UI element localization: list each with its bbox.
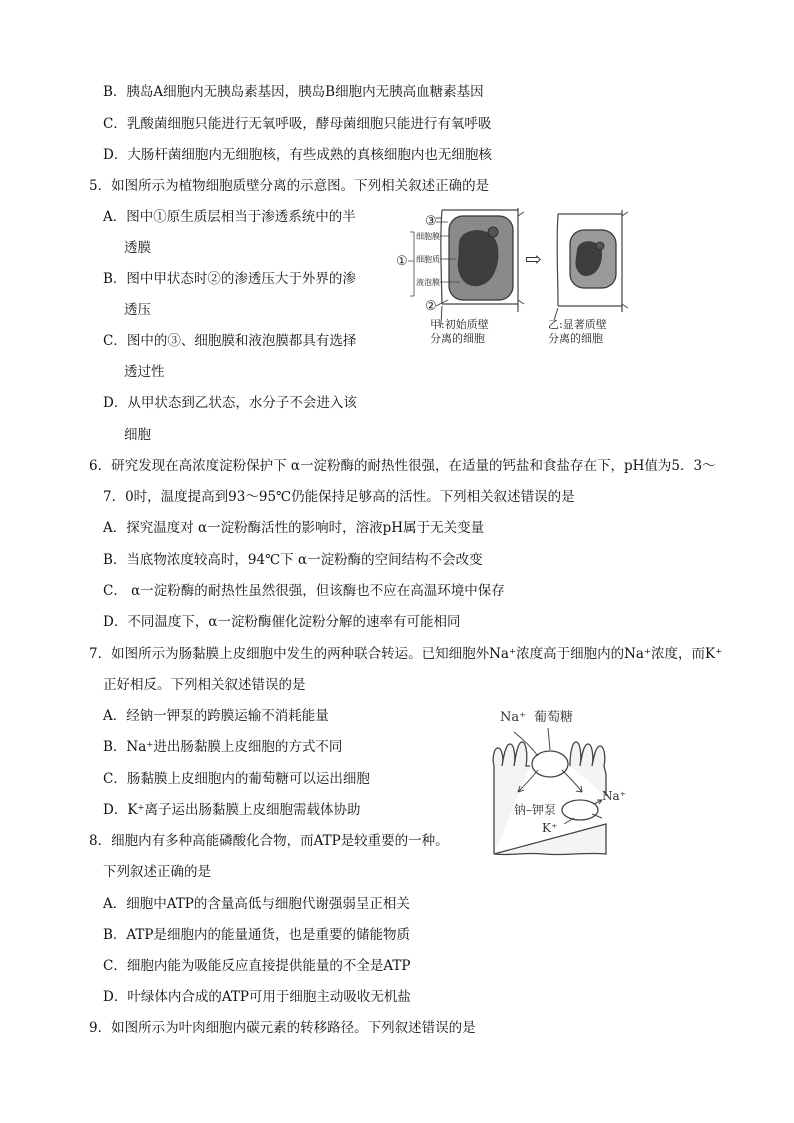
arrow-icon: ⇨ <box>525 247 542 271</box>
question-5-stem: 5．如图所示为植物细胞质壁分离的示意图。下列相关叙述正确的是 <box>89 178 490 194</box>
label-cytoplasm: 细胞质 <box>416 255 440 264</box>
option-8b: B．ATP是细胞内的能量通货，也是重要的储能物质 <box>103 927 411 943</box>
option-4c: C．乳酸菌细胞只能进行无氧呼吸，酵母菌细胞只能进行有氧呼吸 <box>103 116 492 132</box>
label-cell-membrane: 细胞膜 <box>416 232 440 241</box>
label-k: K⁺ <box>542 821 558 835</box>
label-num-2: ② <box>425 299 437 314</box>
option-8c: C．细胞内能为吸能反应直接提供能量的不全是ATP <box>103 958 411 974</box>
option-6b: B．当底物浓度较高时，94℃下 α一淀粉酶的空间结构不会改变 <box>103 552 483 568</box>
option-6c: C． α一淀粉酶的耐热性虽然很强，但该酶也不应在高温环境中保存 <box>103 583 505 599</box>
option-5b: B．图中甲状态时②的渗透压大于外界的渗 <box>103 271 356 287</box>
option-7a: A．经钠一钾泵的跨膜运输不消耗能量 <box>103 708 329 724</box>
option-5c: C．图中的③、细胞膜和液泡膜都具有选择 <box>103 333 357 349</box>
option-5d: D．从甲状态到乙状态，水分子不会进入该 <box>103 395 357 411</box>
question-7-stem: 7．如图所示为肠黏膜上皮细胞中发生的两种联合转运。已知细胞外Na⁺浓度高于细胞内的Na⁺浓度，而K⁺ <box>89 646 723 662</box>
option-6d: D．不同温度下，α一淀粉酶催化淀粉分解的速率有可能相同 <box>103 614 461 630</box>
option-5a: A．图中①原生质层相当于渗透系统中的半 <box>103 209 356 225</box>
question-7-stem-cont: 正好相反。下列相关叙述错误的是 <box>103 677 306 693</box>
option-5d-cont: 细胞 <box>124 427 151 443</box>
label-vacuole-membrane: 液泡膜 <box>416 278 440 287</box>
option-7d: D．K⁺离子运出肠黏膜上皮细胞需载体协助 <box>103 802 361 818</box>
question-9-stem: 9．如图所示为叶肉细胞内碳元素的转移路径。下列叙述错误的是 <box>89 1020 476 1036</box>
option-5a-cont: 透膜 <box>124 240 151 256</box>
option-4d: D．大肠杆菌细胞内无细胞核，有些成熟的真核细胞内也无细胞核 <box>103 147 492 163</box>
option-6a: A．探究温度对 α一淀粉酶活性的影响时，溶液pH属于无关变量 <box>103 520 485 536</box>
question-8-stem-cont: 下列叙述正确的是 <box>103 864 211 880</box>
label-num-3: ③ <box>425 214 437 229</box>
caption-left-line1: 甲:初始质壁 <box>430 318 489 331</box>
question-8-stem: 8．细胞内有多种高能磷酸化合物，而ATP是较重要的一种。 <box>89 833 449 849</box>
option-5c-cont: 透过性 <box>124 364 165 380</box>
option-5b-cont: 透压 <box>124 302 151 318</box>
option-7c: C．肠黏膜上皮细胞内的葡萄糖可以运出细胞 <box>103 771 370 787</box>
label-na-right: Na⁺ <box>602 789 626 803</box>
label-na-k-pump: 钠–钾泵 <box>514 803 557 817</box>
caption-right-line1: 乙:显著质壁 <box>548 318 607 331</box>
cotransport-figure <box>484 704 644 864</box>
caption-right-line2: 分离的细胞 <box>548 332 603 345</box>
plasmolysis-figure <box>390 204 640 350</box>
label-glucose: 葡萄糖 <box>534 710 574 725</box>
option-7b: B．Na⁺进出肠黏膜上皮细胞的方式不同 <box>103 739 343 755</box>
question-6-stem-cont: 7．0时，温度提高到93～95℃仍能保持足够高的活性。下列相关叙述错误的是 <box>103 489 575 505</box>
caption-left-line2: 分离的细胞 <box>430 332 485 345</box>
question-6-stem: 6．研究发现在高浓度淀粉保护下 α一淀粉酶的耐热性很强，在适量的钙盐和食盐存在下，pH值为5．3～ <box>89 458 716 474</box>
option-8d: D．叶绿体内合成的ATP可用于细胞主动吸收无机盐 <box>103 989 411 1005</box>
label-num-1: ① <box>396 254 408 269</box>
label-na-top: Na⁺ <box>500 710 526 725</box>
option-4b: B．胰岛A细胞内无胰岛素基因，胰岛B细胞内无胰高血糖素基因 <box>103 84 484 100</box>
option-8a: A．细胞中ATP的含量高低与细胞代谢强弱呈正相关 <box>103 896 410 912</box>
